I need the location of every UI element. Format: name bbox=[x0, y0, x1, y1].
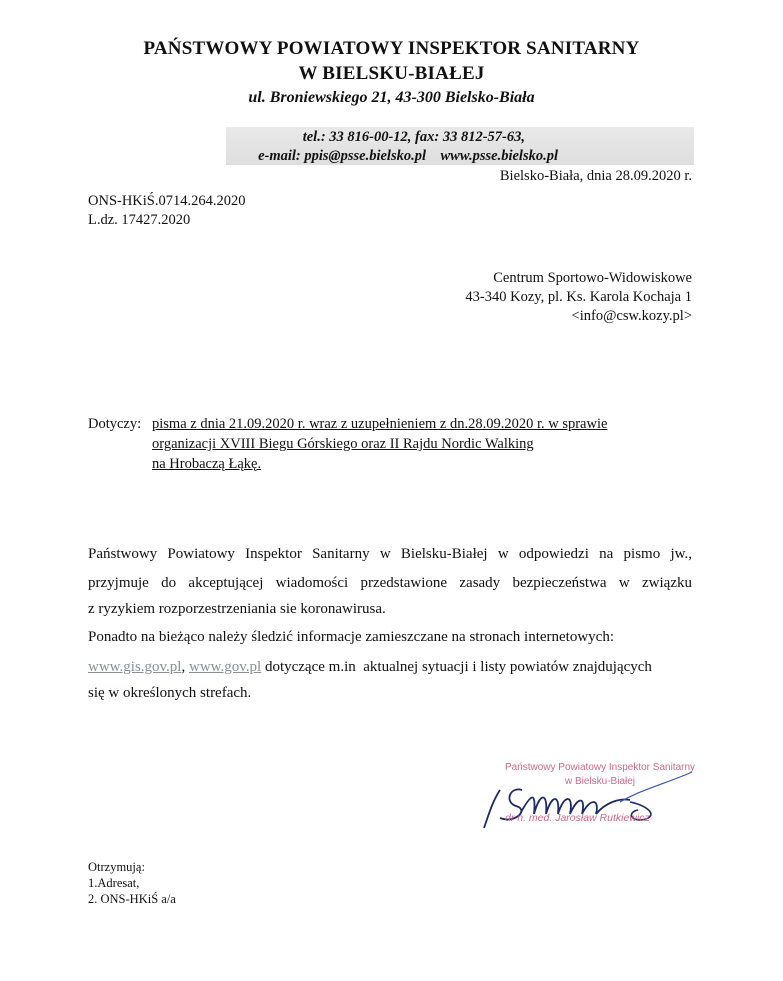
body-line5 bbox=[88, 656, 652, 679]
letterhead-address: ul. Broniewskiego 21, 43-300 Bielsko-Biała bbox=[248, 89, 535, 106]
signer-name: dr n. med. Jarosław Rutkiewicz bbox=[505, 812, 650, 824]
stamp-line2: w Bielsku-Białej bbox=[564, 776, 636, 787]
ldz-number: L.dz. 17427.2020 bbox=[88, 212, 191, 228]
body-line2: przyjmuje do akceptującej wiadomości przedstawione zasady bezpieczeństwa w związku bbox=[88, 575, 692, 591]
subject-label: Dotyczy: bbox=[88, 416, 142, 432]
recipient-email: <info@csw.kozy.pl> bbox=[571, 308, 692, 324]
distribution-heading: Otrzymują: bbox=[88, 860, 145, 874]
body-line6: się w określonych strefach. bbox=[88, 685, 252, 701]
body-line3: z ryzykiem rozporzestrzeniania sie koronawirusa. bbox=[88, 601, 386, 617]
letterhead-title-line2: W BIELSKU-BIAŁEJ bbox=[298, 63, 485, 84]
stamp-line1: Państwowy Powiatowy Inspektor Sanitarny bbox=[504, 762, 696, 773]
body-line5-rest: dotyczące m.in aktualnej sytuacji i listy powiatów znajdujących bbox=[261, 659, 652, 675]
contact-email-web: e-mail: ppis@psse.bielsko.pl www.psse.bielsko.pl bbox=[258, 148, 558, 164]
link-separator: , bbox=[181, 659, 189, 675]
body-line1: Państwowy Powiatowy Inspektor Sanitarny w Bielsku-Białej w odpowiedzi na pismo jw., bbox=[88, 546, 692, 562]
body-line4: Ponadto na bieżąco należy śledzić informacje zamieszczane na stronach internetowych: bbox=[88, 629, 615, 645]
case-number: ONS-HKiŚ.0714.264.2020 bbox=[88, 193, 246, 209]
gov-link[interactable]: www.gov.pl bbox=[188, 659, 262, 675]
recipient-address: 43-340 Kozy, pl. Ks. Karola Kochaja 1 bbox=[465, 289, 692, 305]
subject-line3: na Hrobaczą Łąkę. bbox=[152, 456, 262, 472]
date-line: Bielsko-Biała, dnia 28.09.2020 r. bbox=[499, 168, 692, 184]
recipient-name: Centrum Sportowo-Widowiskowe bbox=[493, 270, 692, 286]
letterhead-title-line1: PAŃSTWOWY POWIATOWY INSPEKTOR SANITARNY bbox=[143, 38, 640, 59]
gis-link[interactable]: www.gis.gov.pl bbox=[88, 659, 182, 675]
distribution-item-2: 2. ONS-HKiŚ a/a bbox=[88, 892, 176, 906]
subject-line2: organizacji XVIII Biegu Górskiego oraz II Rajdu Nordic Walking bbox=[152, 436, 534, 452]
distribution-item-1: 1.Adresat, bbox=[88, 876, 140, 890]
subject-line1: pisma z dnia 21.09.2020 r. wraz z uzupełnieniem z dn.28.09.2020 r. w sprawie bbox=[152, 416, 608, 432]
contact-phone-fax: tel.: 33 816-00-12, fax: 33 812-57-63, bbox=[302, 129, 525, 145]
